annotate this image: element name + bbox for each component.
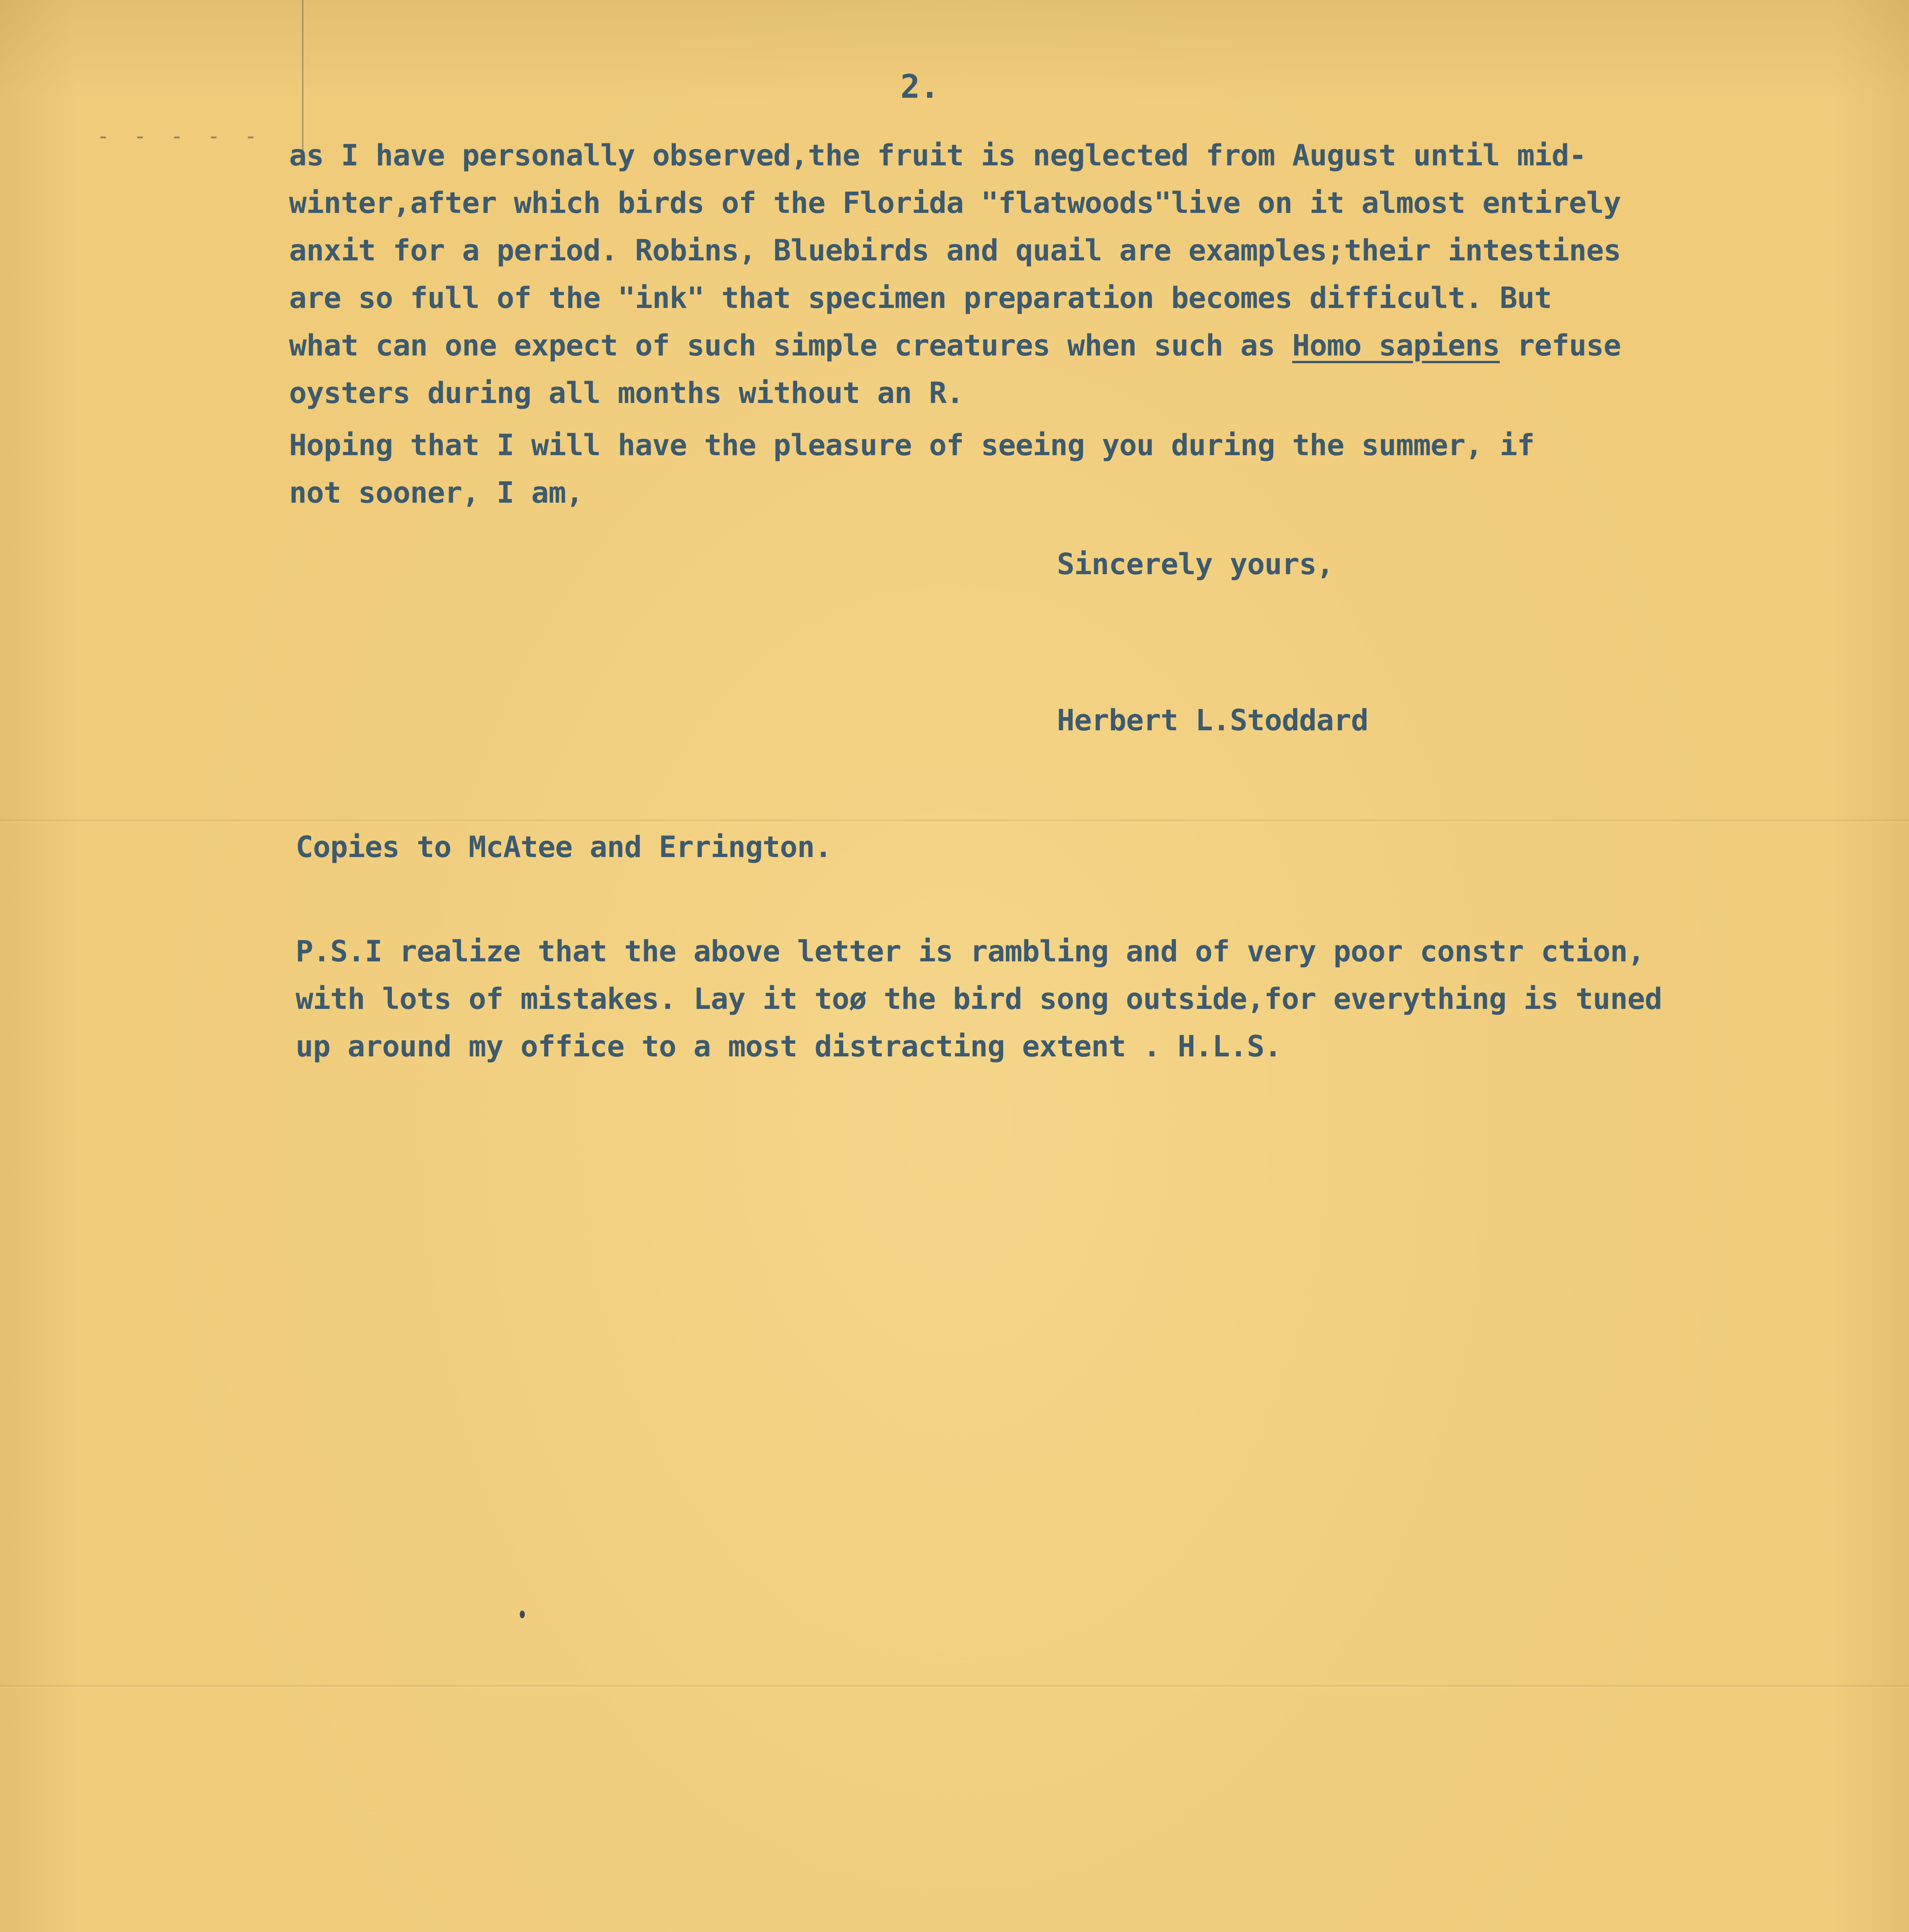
paper-fold [0,819,1909,823]
closing-line: not sooner, I am, [289,475,583,510]
struck-word: anxit [289,233,376,267]
postscript [296,927,1662,1070]
body-line: winter,after which birds of the Florida "flatwoods"live on it almost entirely [289,185,1621,220]
body-line: as I have personally observed,the fruit is neglected from August until mid- [289,138,1586,172]
struck-character: ø [849,981,866,1016]
ink-speck [520,1611,525,1618]
postscript-line: P.S.I realize that the above letter is rambling and of very poor constr ction, [296,934,1645,968]
underlined-species-name: Homo sapiens [1292,328,1500,362]
closing-line: Hoping that I will have the pleasure of seeing you during the summer, if [289,428,1535,462]
typed-signature: Herbert L.Stoddard [1057,703,1368,737]
valediction: Sincerely yours, [1057,547,1334,581]
body-line: oysters during all months without an R. [289,376,964,410]
corner-mark: - - - - - [97,124,263,149]
paper-fold [0,1685,1909,1689]
body-line: are so full of the "ink" that specimen preparation becomes difficult. But [289,281,1552,315]
body-paragraph [289,131,1621,417]
postscript-line: up around my office to a most distracting extent . H.L.S. [296,1029,1282,1063]
page-number: 2. [900,68,940,105]
postscript-line: with lots of mistakes. Lay it toø the bird song outside,for everything is tuned [296,981,1662,1016]
copies-note: Copies to McAtee and Errington. [296,830,832,864]
closing-paragraph [289,421,1534,516]
body-line: what can one expect of such simple creatures when such as Homo sapiens refuse [289,328,1621,362]
body-line: anxit for a period. Robins, Bluebirds and quail are examples;their intestines [289,233,1621,267]
